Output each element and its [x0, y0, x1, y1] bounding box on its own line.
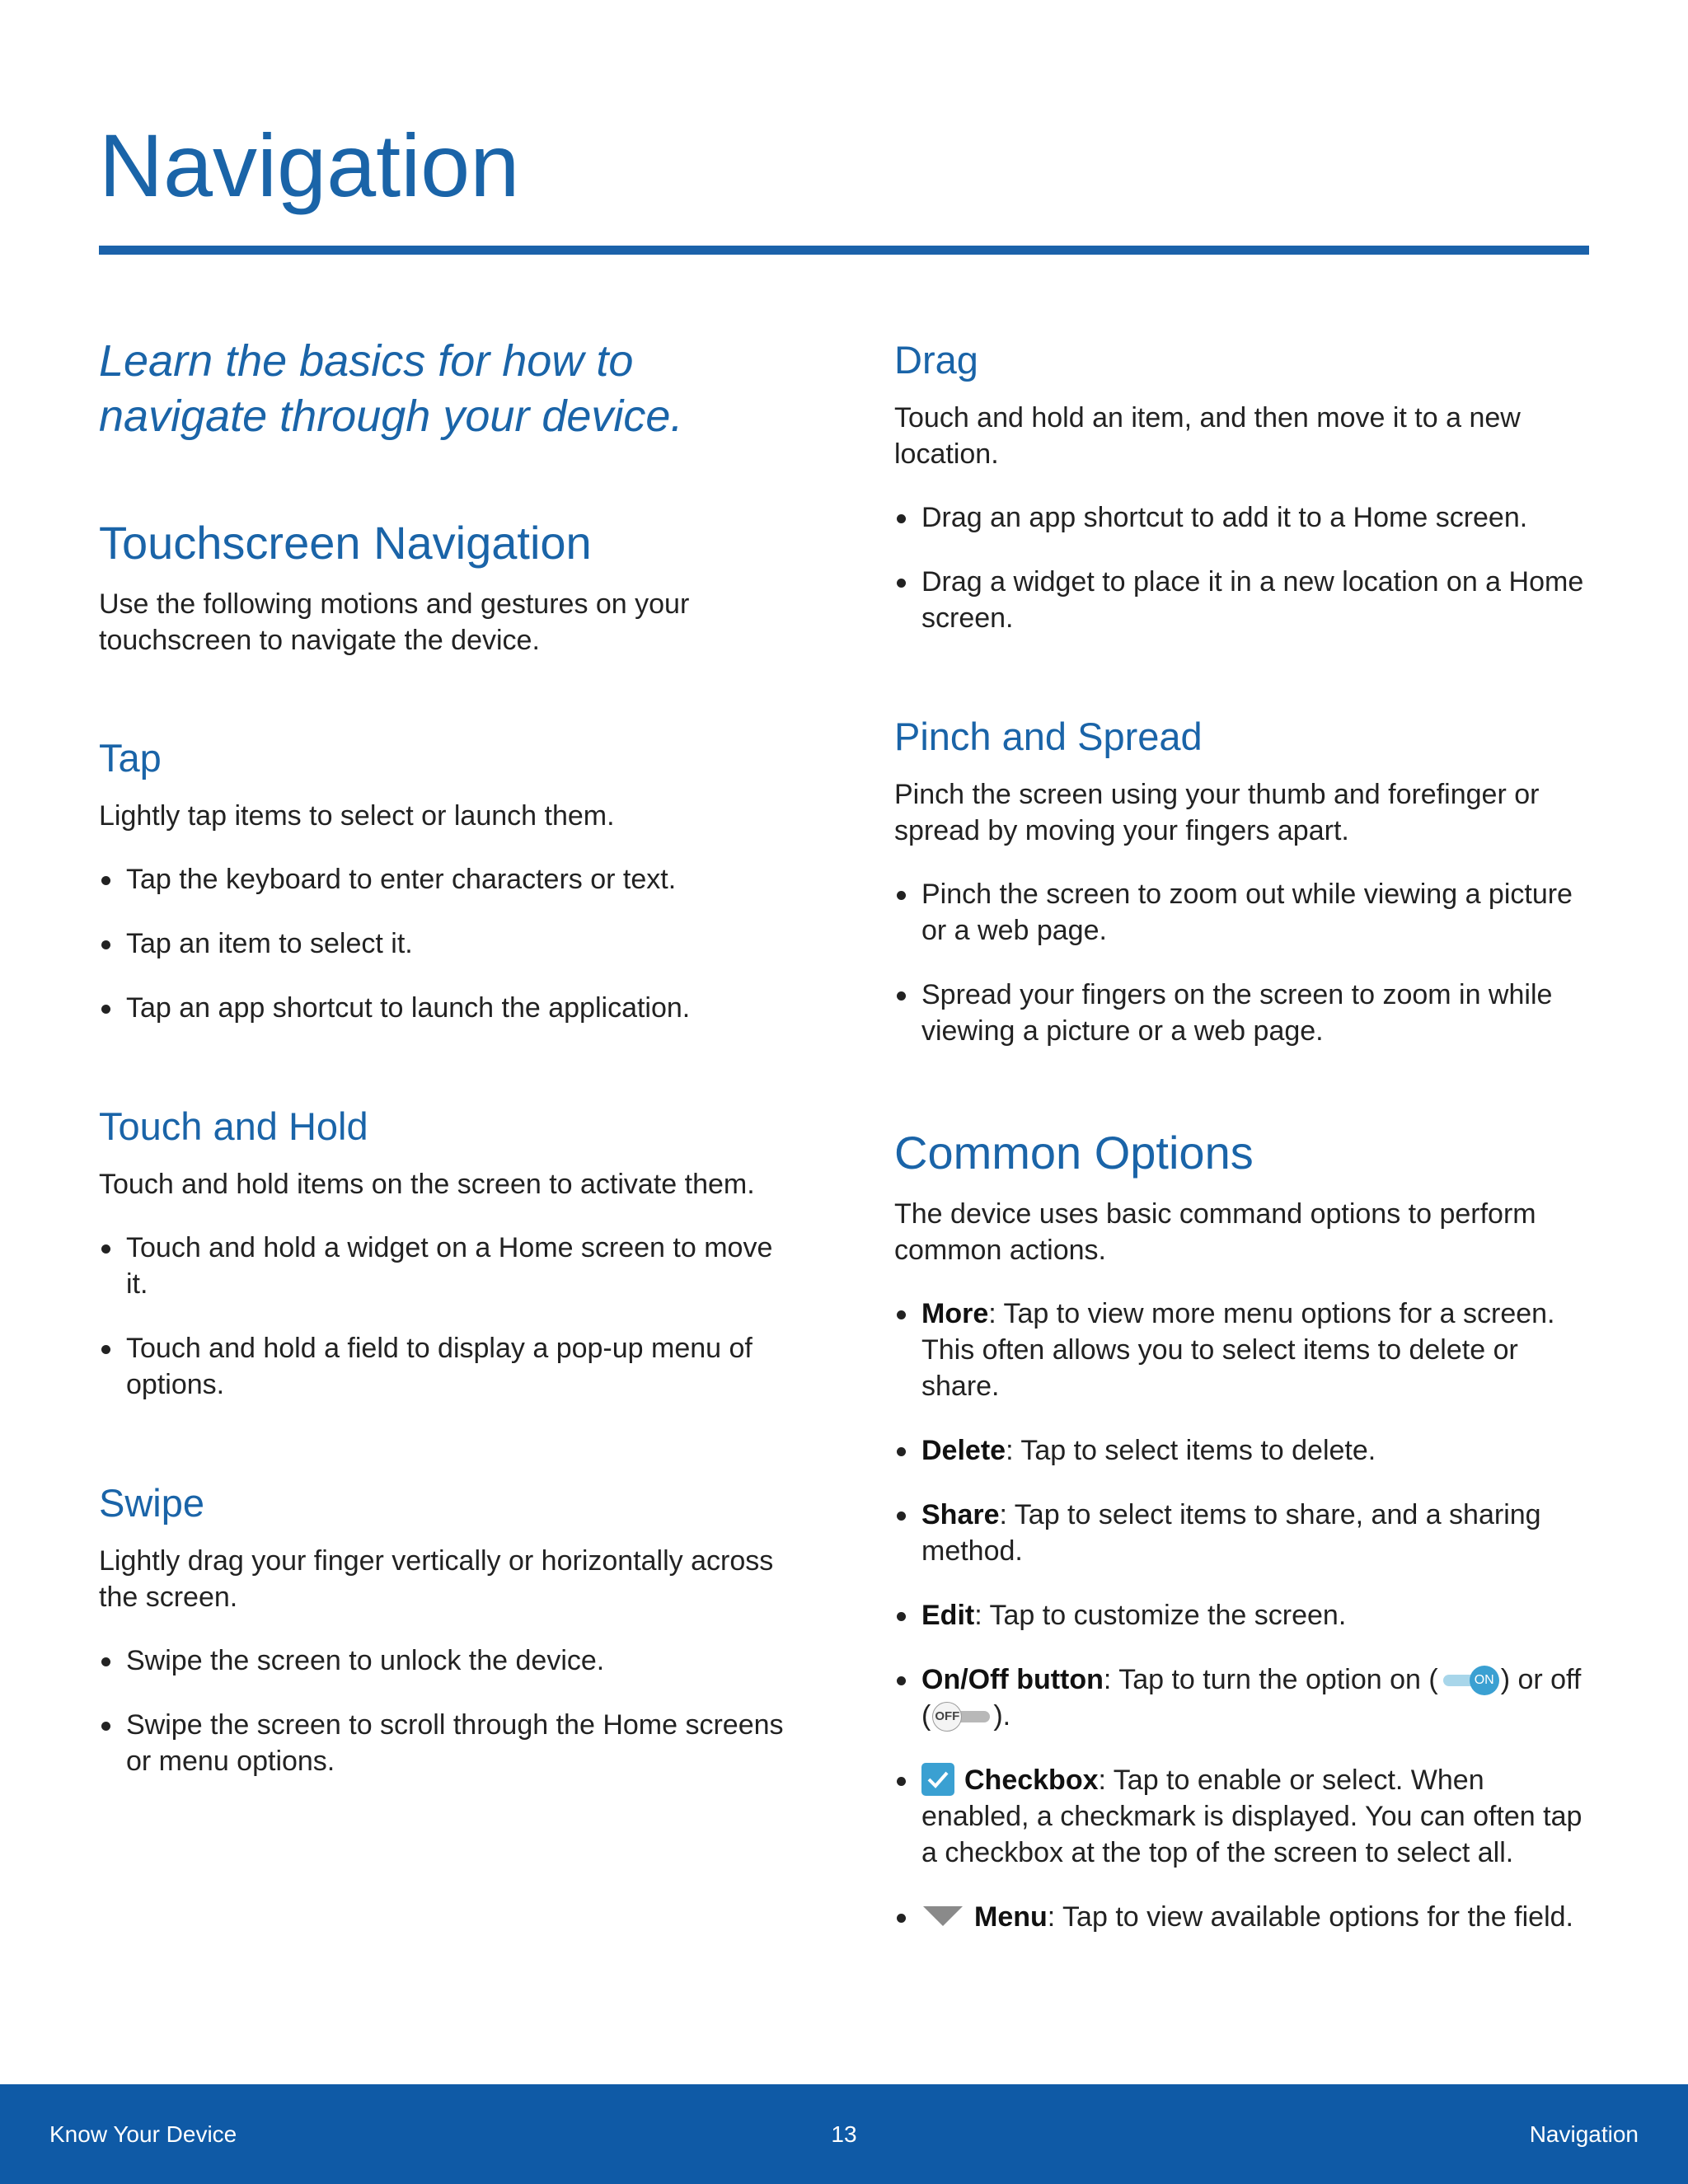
option-desc: : Tap to select items to delete.	[1006, 1435, 1376, 1466]
spacer	[894, 664, 1589, 710]
list-item	[894, 1762, 1589, 1871]
list-item: Swipe the screen to unlock the device.	[99, 1643, 791, 1679]
left-column	[99, 334, 791, 1807]
option-desc: : Tap to select items to share, and a sharing method.	[921, 1499, 1541, 1567]
list-item: Spread your fingers on the screen to zoom in while viewing a picture or a web page.	[894, 977, 1589, 1049]
spacer	[894, 1077, 1589, 1123]
swipe-list	[99, 1643, 791, 1779]
tap-list	[99, 861, 791, 1026]
right-column	[894, 334, 1589, 1963]
touchscreen-heading: Touchscreen Navigation	[99, 517, 592, 569]
footer-chapter-label: Navigation	[1529, 2121, 1639, 2147]
touchscreen-text: Use the following motions and gestures on your touchscreen to navigate the device.	[99, 588, 690, 656]
option-desc: ) or off (	[921, 1664, 1582, 1732]
list-item: Pinch the screen to zoom out while viewing a picture or a web page.	[894, 876, 1589, 949]
list-item	[894, 1899, 1589, 1935]
touch-hold-list	[99, 1230, 791, 1403]
swipe-heading: Swipe	[99, 1481, 205, 1525]
drag-text: Touch and hold an item, and then move it to a new location.	[894, 402, 1521, 470]
list-item	[894, 1597, 1589, 1633]
spacer	[99, 1054, 791, 1100]
list-item: Drag an app shortcut to add it to a Home screen.	[894, 499, 1589, 536]
option-desc: : Tap to turn the option on (	[1103, 1664, 1438, 1695]
pinch-text: Pinch the screen using your thumb and forefinger or spread by moving your fingers apart.	[894, 779, 1540, 846]
title-rule	[99, 246, 1589, 255]
list-item	[894, 1432, 1589, 1469]
option-desc: : Tap to view more menu options for a screen. This often allows you to select items to delete or share.	[921, 1298, 1555, 1402]
toggle-off-icon	[932, 1702, 992, 1732]
list-item: Tap an app shortcut to launch the application.	[99, 990, 791, 1026]
option-desc: : Tap to view available options for the field.	[1047, 1901, 1573, 1933]
toggle-knob: ON	[1470, 1666, 1499, 1695]
touch-hold-text: Touch and hold items on the screen to activate them.	[99, 1169, 755, 1200]
common-options-list	[894, 1296, 1589, 1935]
list-item	[894, 1661, 1589, 1734]
common-options-text: The device uses basic command options to perform common actions.	[894, 1198, 1536, 1266]
list-item	[894, 1296, 1589, 1404]
option-term: Checkbox	[964, 1765, 1099, 1796]
drag-list	[894, 499, 1589, 636]
footer-section-label: Know Your Device	[49, 2121, 237, 2147]
common-options-heading: Common Options	[894, 1127, 1254, 1179]
option-term: More	[921, 1298, 989, 1329]
spacer	[99, 1431, 791, 1477]
drag-heading: Drag	[894, 338, 978, 382]
list-item: Drag a widget to place it in a new location on a Home screen.	[894, 564, 1589, 636]
option-desc: ).	[993, 1700, 1011, 1732]
pinch-list	[894, 876, 1589, 1049]
tap-text: Lightly tap items to select or launch them.	[99, 800, 615, 832]
checkbox-icon	[921, 1763, 954, 1796]
touch-hold-heading: Touch and Hold	[99, 1104, 368, 1148]
footer-page-number: 13	[831, 2121, 857, 2147]
intro-text: Learn the basics for how to navigate through your device.	[99, 336, 683, 441]
list-item	[894, 1497, 1589, 1569]
option-term: Edit	[921, 1600, 975, 1631]
list-item: Tap an item to select it.	[99, 926, 791, 962]
option-term: On/Off button	[921, 1664, 1104, 1695]
option-desc: : Tap to customize the screen.	[974, 1600, 1347, 1631]
toggle-on-icon	[1440, 1666, 1499, 1695]
list-item: Tap the keyboard to enter characters or text.	[99, 861, 791, 898]
swipe-text: Lightly drag your finger vertically or horizontally across the screen.	[99, 1545, 774, 1613]
option-term: Menu	[974, 1901, 1048, 1933]
toggle-knob: OFF	[932, 1702, 962, 1732]
option-term: Share	[921, 1499, 1000, 1530]
option-term: Delete	[921, 1435, 1006, 1466]
menu-triangle-icon	[921, 1903, 964, 1928]
page-footer	[0, 2084, 1688, 2184]
pinch-heading: Pinch and Spread	[894, 715, 1203, 758]
page-title: Navigation	[99, 115, 520, 215]
list-item: Touch and hold a field to display a pop-up menu of options.	[99, 1330, 791, 1403]
option-desc: : Tap to enable or select. When enabled, a checkmark is displayed. You can often tap a checkbox at the top of the screen to select all.	[921, 1765, 1582, 1868]
tap-heading: Tap	[99, 736, 162, 780]
list-item: Swipe the screen to scroll through the Home screens or menu options.	[99, 1707, 791, 1779]
list-item: Touch and hold a widget on a Home screen to move it.	[99, 1230, 791, 1302]
spacer	[99, 686, 791, 732]
